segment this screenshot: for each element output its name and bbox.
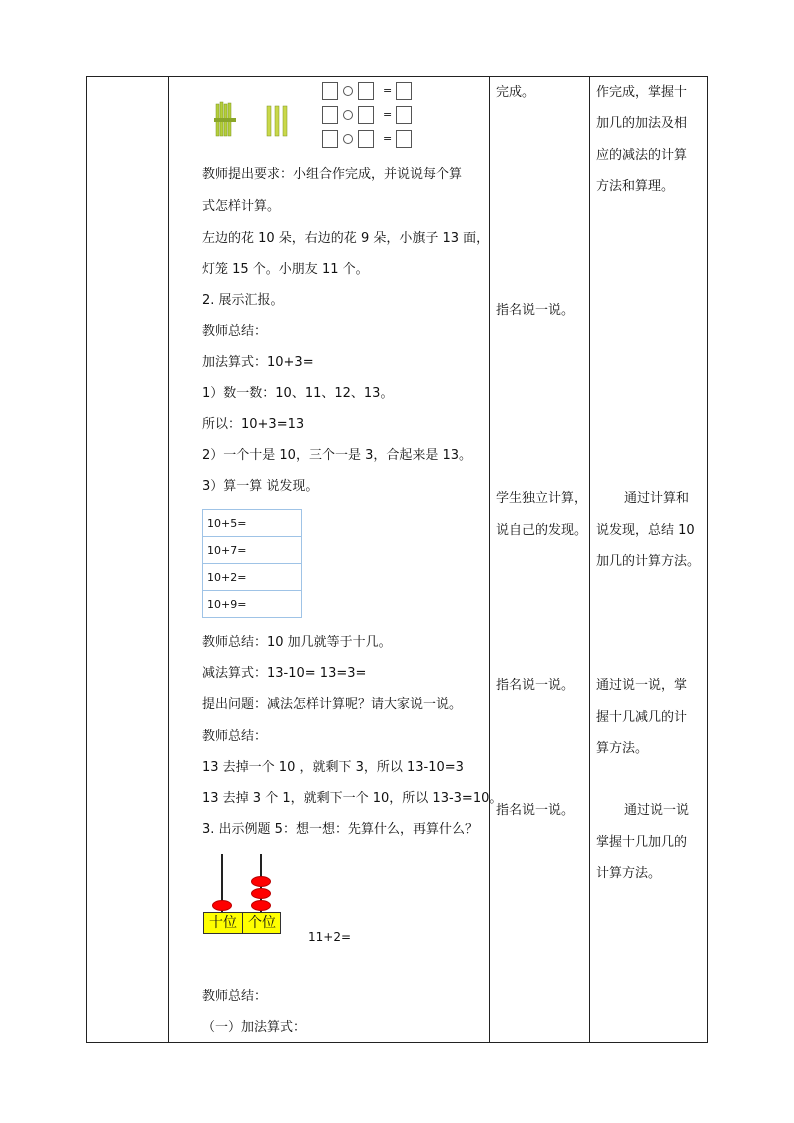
sub-explain-2: 13 去掉 3 个 1，就剩下一个 10，所以 13-3=10。 bbox=[202, 791, 503, 806]
point-3: 3）算一算 说发现。 bbox=[202, 479, 319, 494]
table-border-bottom bbox=[86, 1042, 708, 1043]
question: 提出问题：减法怎样计算呢？请大家说一说。 bbox=[202, 697, 463, 712]
abacus-bead bbox=[251, 900, 271, 911]
table-cell: 10+5= bbox=[203, 510, 302, 537]
intent-1-line-1: 作完成，掌握十 bbox=[596, 85, 688, 100]
intent-1-line-4: 方法和算理。 bbox=[596, 179, 675, 194]
teacher-summary-3: 教师总结： bbox=[202, 729, 268, 744]
sub-explain-1: 13 去掉一个 10 ，就剩下 3，所以 13-10=3 bbox=[202, 760, 464, 775]
intent-4-line-2: 掌握十几加几的 bbox=[596, 835, 688, 850]
intent-4-line-1: 通过说一说 bbox=[624, 803, 690, 818]
student-activity-5: 指名说一说。 bbox=[496, 803, 575, 818]
teacher-summary-4: 教师总结： bbox=[202, 989, 268, 1004]
eq-box bbox=[396, 82, 412, 100]
table-row bbox=[203, 591, 302, 618]
add-formula: 加法算式：10+3= bbox=[202, 355, 314, 370]
table-cell: 10+7= bbox=[203, 537, 302, 564]
eq-box bbox=[358, 106, 374, 124]
abacus-base bbox=[203, 912, 281, 934]
abacus-tens-label: 十位 bbox=[204, 913, 243, 933]
table-border-right bbox=[707, 76, 708, 1043]
student-activity-1: 完成。 bbox=[496, 85, 536, 100]
step-3-heading: 3. 出示例题 5：想一想：先算什么，再算什么？ bbox=[202, 822, 478, 837]
table-border-left bbox=[86, 76, 87, 1043]
teacher-summary-label: 教师总结： bbox=[202, 324, 268, 339]
teacher-summary-2: 教师总结：10 加几就等于十几。 bbox=[202, 635, 392, 650]
point-1: 1）数一数：10、11、12、13。 bbox=[202, 386, 394, 401]
intent-3-line-3: 算方法。 bbox=[596, 741, 649, 756]
intent-2-line-2: 说发现，总结 10 bbox=[596, 523, 695, 538]
add-formula-2: （一）加法算式： bbox=[202, 1020, 307, 1035]
table-divider-1 bbox=[168, 76, 169, 1043]
intent-2-line-3: 加几的计算方法。 bbox=[596, 554, 701, 569]
student-activity-4: 指名说一说。 bbox=[496, 678, 575, 693]
eq-box bbox=[322, 82, 338, 100]
eq-sign: = bbox=[383, 108, 393, 121]
items-desc-line-1: 左边的花 10 朵，右边的花 9 朵，小旗子 13 面， bbox=[202, 231, 490, 246]
table-cell: 10+2= bbox=[203, 564, 302, 591]
eq-sign: = bbox=[383, 84, 393, 97]
abacus-bead bbox=[251, 876, 271, 887]
eq-box bbox=[358, 130, 374, 148]
step-2-heading: 2. 展示汇报。 bbox=[202, 293, 284, 308]
intent-3-line-2: 握十几减几的计 bbox=[596, 710, 688, 725]
eq-box bbox=[358, 82, 374, 100]
abacus-bead bbox=[212, 900, 232, 911]
abacus-ones-label: 个位 bbox=[248, 915, 276, 931]
three-single-sticks bbox=[267, 106, 287, 136]
eq-box bbox=[322, 130, 338, 148]
eq-box bbox=[396, 130, 412, 148]
so-1: 所以：10+3=13 bbox=[202, 417, 305, 432]
point-2: 2）一个十是 10，三个一是 3，合起来是 13。 bbox=[202, 448, 473, 463]
calc-table bbox=[202, 509, 302, 618]
student-activity-3-line-1: 学生独立计算， bbox=[496, 491, 588, 506]
intent-3-line-1: 通过说一说，掌 bbox=[596, 678, 688, 693]
table-cell: 10+9= bbox=[203, 591, 302, 618]
table-row bbox=[203, 564, 302, 591]
abacus-equation: 11+2= bbox=[308, 930, 352, 944]
bundle-of-ten-sticks bbox=[214, 102, 236, 136]
student-activity-2: 指名说一说。 bbox=[496, 303, 575, 318]
eq-box bbox=[322, 106, 338, 124]
sub-formula: 减法算式：13-10= 13=3= bbox=[202, 666, 367, 681]
table-row bbox=[203, 510, 302, 537]
intent-1-line-2: 加几的加法及相 bbox=[596, 116, 688, 131]
student-activity-3-line-2: 说自己的发现。 bbox=[496, 523, 588, 538]
table-border-top bbox=[86, 76, 708, 77]
eq-sign: = bbox=[383, 132, 393, 145]
eq-operator-circle bbox=[343, 134, 353, 144]
intent-4-line-3: 计算方法。 bbox=[596, 866, 662, 881]
intent-2-line-1: 通过计算和 bbox=[624, 491, 690, 506]
eq-operator-circle bbox=[343, 110, 353, 120]
eq-box bbox=[396, 106, 412, 124]
table-row bbox=[203, 537, 302, 564]
teacher-request-line-2: 式怎样计算。 bbox=[202, 199, 281, 214]
counting-sticks-illustration bbox=[212, 100, 292, 140]
table-divider-3 bbox=[589, 76, 590, 1043]
abacus-bead bbox=[251, 888, 271, 899]
table-divider-2 bbox=[489, 76, 490, 1043]
teacher-request-line-1: 教师提出要求：小组合作完成，并说说每个算 bbox=[202, 167, 463, 182]
items-desc-line-2: 灯笼 15 个。小朋友 11 个。 bbox=[202, 262, 369, 277]
intent-1-line-3: 应的减法的计算 bbox=[596, 148, 688, 163]
eq-operator-circle bbox=[343, 86, 353, 96]
